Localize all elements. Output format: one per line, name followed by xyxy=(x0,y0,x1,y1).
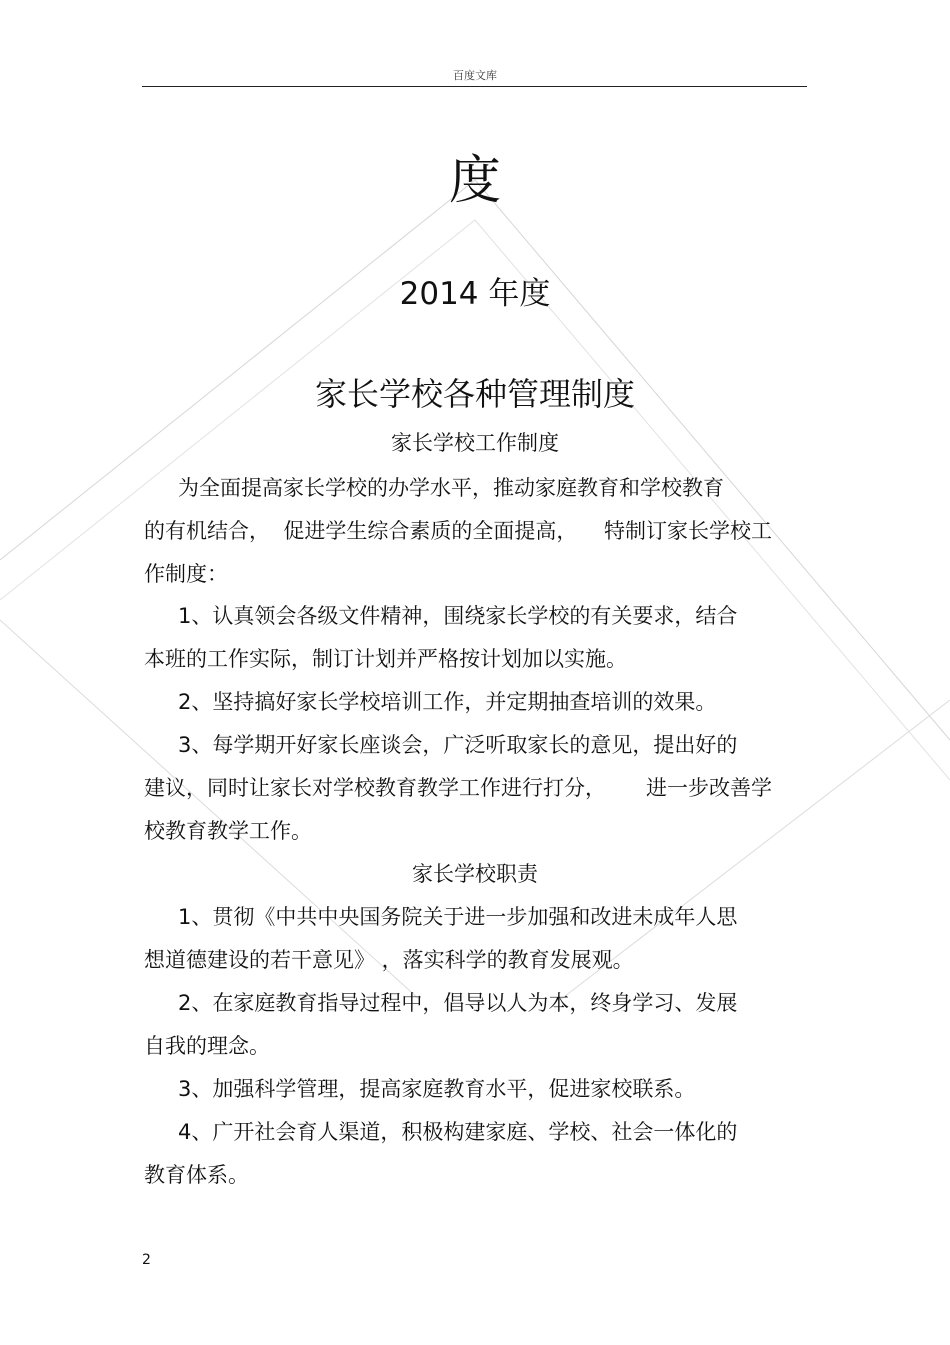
year-title: 2014 年度 xyxy=(399,276,551,312)
paragraph-line: 3、加强科学管理，提高家庭教育水平，促进家校联系。 xyxy=(178,1077,696,1101)
paragraph-line: 4、广开社会育人渠道，积极构建家庭、学校、社会一体化的 xyxy=(178,1120,738,1144)
paragraph-line: 教育体系。 xyxy=(144,1163,249,1187)
paragraph-line: 的有机结合， 促进学生综合素质的全面提高， 特制订家长学校工 xyxy=(144,519,773,543)
section-heading-work-system: 家长学校工作制度 xyxy=(391,431,559,455)
paragraph-line: 3、每学期开好家长座谈会，广泛听取家长的意见，提出好的 xyxy=(178,733,738,757)
paragraph-line: 1、贯彻《中共中央国务院关于进一步加强和改进未成年人思 xyxy=(178,905,738,929)
paragraph-line: 2、坚持搞好家长学校培训工作，并定期抽查培训的效果。 xyxy=(178,690,717,714)
paragraph-line: 2、在家庭教育指导过程中，倡导以人为本，终身学习、发展 xyxy=(178,991,738,1015)
paragraph-line: 1、认真领会各级文件精神，围绕家长学校的有关要求，结合 xyxy=(178,604,738,628)
page-number: 2 xyxy=(142,1252,151,1268)
paragraph-line: 本班的工作实际，制订计划并严格按计划加以实施。 xyxy=(144,647,627,671)
section-heading-duties: 家长学校职责 xyxy=(412,862,538,886)
page-header: 百度文库 xyxy=(453,69,497,82)
paragraph-line: 校教育教学工作。 xyxy=(144,819,312,843)
document-title: 家长学校各种管理制度 xyxy=(314,375,635,413)
paragraph-line: 作制度： xyxy=(144,562,228,586)
paragraph-line: 建议，同时让家长对学校教育教学工作进行打分， 进一步改善学 xyxy=(144,776,773,800)
paragraph-line: 自我的理念。 xyxy=(144,1034,270,1058)
paragraph-line: 为全面提高家长学校的办学水平，推动家庭教育和学校教育 xyxy=(178,476,724,500)
paragraph-line: 想道德建设的若干意见》 ，落实科学的教育发展观。 xyxy=(144,948,634,972)
title-fragment: 度 xyxy=(448,151,501,211)
header-divider xyxy=(142,86,807,87)
